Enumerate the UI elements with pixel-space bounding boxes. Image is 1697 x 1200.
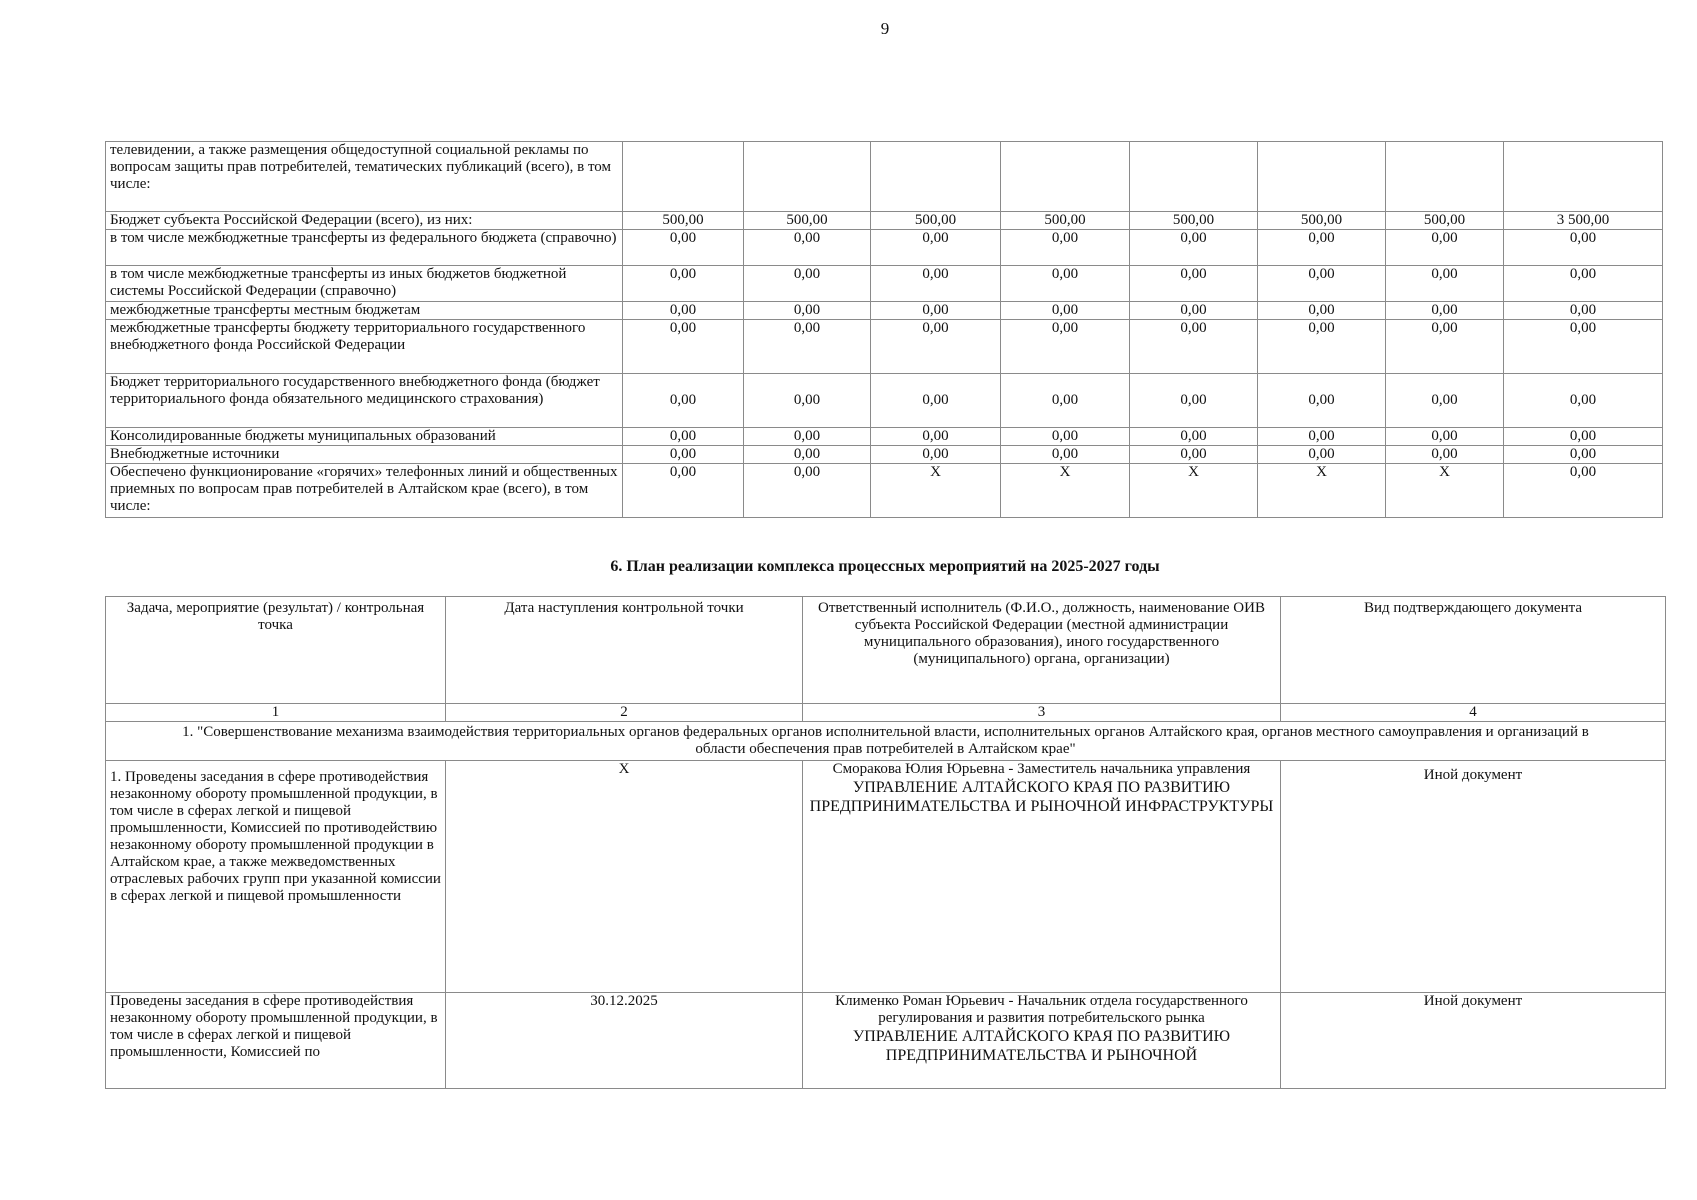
finance-cell: 500,00 <box>1130 212 1258 230</box>
finance-cell: X <box>1386 464 1504 518</box>
finance-cell: X <box>871 464 1001 518</box>
column-header-date: Дата наступления контрольной точки <box>446 597 803 704</box>
finance-cell: 500,00 <box>744 212 871 230</box>
responsible-person: Сморакова Юлия Юрьевна - Заместитель начальника управления <box>832 761 1251 777</box>
finance-cell: 0,00 <box>1001 266 1130 302</box>
finance-cell: 0,00 <box>1504 230 1663 266</box>
finance-cell: X <box>1001 464 1130 518</box>
finance-row <box>106 446 1663 464</box>
finance-row-label: телевидении, а также размещения общедоступной социальной рекламы по вопросам защиты прав потребителей, тематических публикаций (всего), в том числе: <box>106 142 623 212</box>
task-header: 1. "Совершенствование механизма взаимодействия территориальных органов федеральных органов исполнительной власти, исполнительных органов Алтайского края, органов местного самоуправления и организаций в области обеспечения прав потребителей в Алтайском крае" <box>106 722 1666 761</box>
section-title: 6. План реализации комплекса процессных мероприятий на 2025-2027 годы <box>610 558 1160 575</box>
finance-cell <box>1001 142 1130 212</box>
finance-cell: 0,00 <box>871 230 1001 266</box>
finance-cell: 500,00 <box>1001 212 1130 230</box>
plan-document: Иной документ <box>1281 761 1666 993</box>
column-number: 2 <box>446 704 803 722</box>
finance-row <box>106 212 1663 230</box>
finance-cell: X <box>1258 464 1386 518</box>
finance-cell: 0,00 <box>1001 230 1130 266</box>
finance-cell: 0,00 <box>623 464 744 518</box>
finance-cell: 0,00 <box>1130 266 1258 302</box>
finance-cell: 0,00 <box>1386 230 1504 266</box>
finance-cell: 0,00 <box>1258 302 1386 320</box>
plan-row <box>106 993 1666 1089</box>
finance-row <box>106 302 1663 320</box>
finance-cell: 0,00 <box>1504 374 1663 428</box>
finance-row <box>106 320 1663 374</box>
plan-date: 30.12.2025 <box>446 993 803 1089</box>
finance-cell: 0,00 <box>1258 374 1386 428</box>
column-header-task: Задача, мероприятие (результат) / контрольная точка <box>106 597 446 704</box>
finance-cell: 0,00 <box>623 374 744 428</box>
plan-task: 1. Проведены заседания в сфере противодействия незаконному обороту промышленной продукции, в том числе в сферах легкой и пищевой промышленности, Комиссией по противодействию незаконному обороту промышленной продукции в Алтайском крае, а также межведомственных отраслевых рабочих групп при указанной комиссии в сферах легкой и пищевой промышленности <box>106 761 446 993</box>
finance-cell: X <box>1130 464 1258 518</box>
finance-row-label: Консолидированные бюджеты муниципальных образований <box>106 428 623 446</box>
finance-cell: 500,00 <box>623 212 744 230</box>
finance-cell <box>1258 142 1386 212</box>
finance-cell: 0,00 <box>1504 302 1663 320</box>
finance-cell: 0,00 <box>1130 302 1258 320</box>
finance-cell: 0,00 <box>1504 320 1663 374</box>
finance-cell: 500,00 <box>871 212 1001 230</box>
finance-cell: 0,00 <box>623 302 744 320</box>
finance-cell: 0,00 <box>871 302 1001 320</box>
finance-cell: 500,00 <box>1386 212 1504 230</box>
column-number: 4 <box>1281 704 1666 722</box>
column-number-row <box>106 704 1666 722</box>
finance-row-label: Бюджет территориального государственного внебюджетного фонда (бюджет территориального фонда обязательного медицинского страхования) <box>106 374 623 428</box>
finance-cell: 0,00 <box>871 428 1001 446</box>
responsible-person: Клименко Роман Юрьевич - Начальник отдела государственного регулирования и развития потребительского рынка <box>835 993 1248 1026</box>
finance-row <box>106 266 1663 302</box>
finance-row <box>106 374 1663 428</box>
finance-cell: 0,00 <box>744 320 871 374</box>
finance-cell: 0,00 <box>1130 230 1258 266</box>
task-header-row <box>106 722 1666 761</box>
finance-cell: 0,00 <box>744 266 871 302</box>
plan-row <box>106 761 1666 993</box>
finance-cell <box>1130 142 1258 212</box>
plan-responsible <box>803 993 1281 1089</box>
finance-cell: 0,00 <box>1130 320 1258 374</box>
finance-cell: 0,00 <box>1504 446 1663 464</box>
finance-table <box>105 141 1663 518</box>
finance-cell: 0,00 <box>623 320 744 374</box>
plan-document: Иной документ <box>1281 993 1666 1089</box>
finance-cell: 0,00 <box>744 464 871 518</box>
finance-cell <box>1504 142 1663 212</box>
finance-cell: 0,00 <box>1258 428 1386 446</box>
finance-row-label: межбюджетные трансферты бюджету территориального государственного внебюджетного фонда Российской Федерации <box>106 320 623 374</box>
finance-cell: 0,00 <box>1001 320 1130 374</box>
responsible-organization: УПРАВЛЕНИЕ АЛТАЙСКОГО КРАЯ ПО РАЗВИТИЮ ПРЕДПРИНИМАТЕЛЬСТВА И РЫНОЧНОЙ <box>852 1028 1231 1064</box>
finance-cell: 0,00 <box>1386 266 1504 302</box>
column-header-responsible: Ответственный исполнитель (Ф.И.О., должность, наименование ОИВ субъекта Российской Федерации (местной администрации муниципального образования), иного государственного (муниципального) органа, организации) <box>803 597 1281 704</box>
finance-cell: 0,00 <box>623 266 744 302</box>
finance-cell: 0,00 <box>1001 374 1130 428</box>
finance-cell: 0,00 <box>1001 428 1130 446</box>
finance-cell: 0,00 <box>1258 320 1386 374</box>
finance-cell: 0,00 <box>1001 302 1130 320</box>
finance-row <box>106 464 1663 518</box>
finance-row-label: Обеспечено функционирование «горячих» телефонных линий и общественных приемных по вопросам прав потребителей в Алтайском крае (всего), в том числе: <box>106 464 623 518</box>
finance-cell <box>744 142 871 212</box>
plan-date: X <box>446 761 803 993</box>
finance-cell: 0,00 <box>1386 428 1504 446</box>
finance-row-label: межбюджетные трансферты местным бюджетам <box>106 302 623 320</box>
finance-cell: 0,00 <box>1504 266 1663 302</box>
finance-cell: 3 500,00 <box>1504 212 1663 230</box>
finance-row <box>106 230 1663 266</box>
finance-cell: 0,00 <box>871 320 1001 374</box>
finance-cell <box>871 142 1001 212</box>
finance-cell: 0,00 <box>1130 446 1258 464</box>
finance-cell: 0,00 <box>744 230 871 266</box>
plan-table <box>105 596 1666 1089</box>
page-number: 9 <box>880 19 890 38</box>
finance-cell: 0,00 <box>744 446 871 464</box>
column-number: 3 <box>803 704 1281 722</box>
finance-cell: 0,00 <box>1386 374 1504 428</box>
finance-cell: 0,00 <box>871 446 1001 464</box>
finance-row-label: Внебюджетные источники <box>106 446 623 464</box>
column-number: 1 <box>106 704 446 722</box>
finance-cell: 0,00 <box>1130 428 1258 446</box>
finance-cell: 0,00 <box>744 428 871 446</box>
finance-cell: 0,00 <box>1504 428 1663 446</box>
responsible-organization: УПРАВЛЕНИЕ АЛТАЙСКОГО КРАЯ ПО РАЗВИТИЮ ПРЕДПРИНИМАТЕЛЬСТВА И РЫНОЧНОЙ ИНФРАСТРУКТУРЫ <box>809 779 1274 815</box>
finance-row-label: в том числе межбюджетные трансферты из федерального бюджета (справочно) <box>106 230 623 266</box>
finance-cell: 0,00 <box>1258 446 1386 464</box>
finance-row <box>106 142 1663 212</box>
finance-cell: 0,00 <box>1258 266 1386 302</box>
finance-cell: 0,00 <box>623 446 744 464</box>
finance-row-label: Бюджет субъекта Российской Федерации (всего), из них: <box>106 212 623 230</box>
finance-cell: 0,00 <box>1386 446 1504 464</box>
finance-cell <box>1386 142 1504 212</box>
finance-cell: 0,00 <box>744 302 871 320</box>
finance-cell: 0,00 <box>871 374 1001 428</box>
finance-row <box>106 428 1663 446</box>
plan-task: Проведены заседания в сфере противодействия незаконному обороту промышленной продукции, в том числе в сферах легкой и пищевой промышленности, Комиссией по <box>106 993 446 1089</box>
finance-cell: 0,00 <box>1386 302 1504 320</box>
finance-cell: 0,00 <box>1130 374 1258 428</box>
finance-cell: 0,00 <box>623 230 744 266</box>
finance-cell: 0,00 <box>871 266 1001 302</box>
plan-header-row <box>106 597 1666 704</box>
finance-cell <box>623 142 744 212</box>
finance-row-label: в том числе межбюджетные трансферты из иных бюджетов бюджетной системы Российской Федерации (справочно) <box>106 266 623 302</box>
finance-cell: 0,00 <box>1504 464 1663 518</box>
finance-cell: 500,00 <box>1258 212 1386 230</box>
finance-cell: 0,00 <box>1001 446 1130 464</box>
finance-cell: 0,00 <box>1258 230 1386 266</box>
finance-cell: 0,00 <box>744 374 871 428</box>
plan-responsible <box>803 761 1281 993</box>
column-header-document: Вид подтверждающего документа <box>1281 597 1666 704</box>
finance-cell: 0,00 <box>1386 320 1504 374</box>
finance-cell: 0,00 <box>623 428 744 446</box>
